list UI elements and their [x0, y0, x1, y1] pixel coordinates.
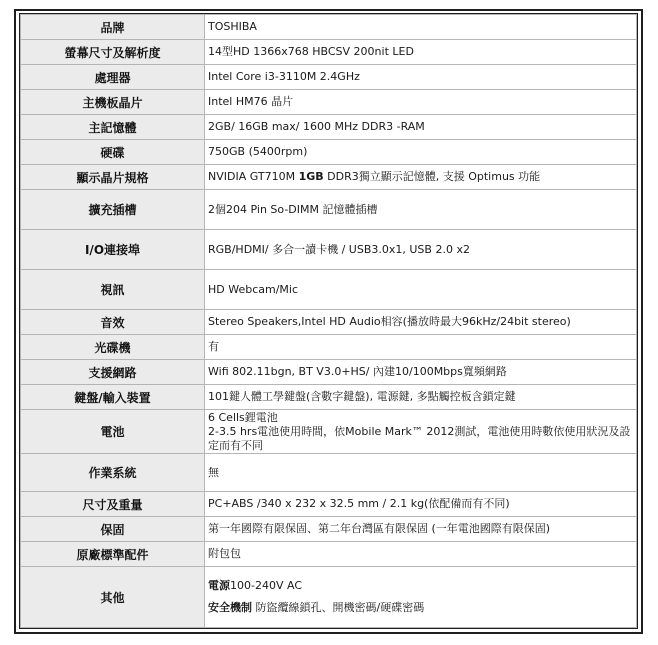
row-value-os: 無: [205, 454, 637, 492]
table-row: [21, 454, 637, 492]
row-value-accessories: 附包包: [205, 542, 637, 567]
table-row: [21, 492, 637, 517]
row-label-battery: 電池: [21, 410, 205, 454]
gpu-text-post: DDR3獨立顯示記憶體, 支援 Optimus 功能: [323, 170, 541, 183]
row-value-warranty: 第一年國際有限保固、第二年台灣區有限保固 (一年電池國際有限保固): [205, 517, 637, 542]
row-value-brand: TOSHIBA: [205, 15, 637, 40]
row-value-battery: [205, 410, 637, 454]
table-row: [21, 310, 637, 335]
row-label-cpu: 處理器: [21, 65, 205, 90]
table-row: [21, 165, 637, 190]
row-label-other: 其他: [21, 567, 205, 628]
row-value-memory: 2GB/ 16GB max/ 1600 MHz DDR3 -RAM: [205, 115, 637, 140]
table-row: [21, 335, 637, 360]
battery-line-2: 2-3.5 hrs電池使用時間，依Mobile Mark™ 2012測試，電池使用時數依使用狀況及設定而有不同: [208, 424, 631, 452]
other-spacer: [208, 593, 636, 601]
row-value-audio: Stereo Speakers,Intel HD Audio相容(播放時最大96kHz/24bit stereo): [205, 310, 637, 335]
row-label-input: 鍵盤/輸入裝置: [21, 385, 205, 410]
table-row: [21, 360, 637, 385]
row-label-audio: 音效: [21, 310, 205, 335]
table-row: [21, 567, 637, 628]
table-row: [21, 90, 637, 115]
row-value-input: 101鍵人體工學鍵盤(含數字鍵盤), 電源鍵, 多點觸控板含鎖定鍵: [205, 385, 637, 410]
row-value-video: HD Webcam/Mic: [205, 270, 637, 310]
table-row: [21, 115, 637, 140]
row-label-optical: 光碟機: [21, 335, 205, 360]
table-row: [21, 270, 637, 310]
row-value-screen: 14型HD 1366x768 HBCSV 200nit LED: [205, 40, 637, 65]
row-value-cpu: Intel Core i3-3110M 2.4GHz: [205, 65, 637, 90]
table-row: [21, 385, 637, 410]
row-label-warranty: 保固: [21, 517, 205, 542]
row-label-io: I/O連接埠: [21, 230, 205, 270]
spec-table: [20, 14, 637, 628]
row-label-memory: 主記憶體: [21, 115, 205, 140]
row-value-dimensions: PC+ABS /340 x 232 x 32.5 mm / 2.1 kg(依配備而有不同): [205, 492, 637, 517]
row-value-network: Wifi 802.11bgn, BT V3.0+HS/ 內建10/100Mbps寬頻網路: [205, 360, 637, 385]
row-value-hdd: 750GB (5400rpm): [205, 140, 637, 165]
power-value: 100-240V AC: [230, 579, 302, 592]
row-label-os: 作業系統: [21, 454, 205, 492]
row-value-chipset: Intel HM76 晶片: [205, 90, 637, 115]
other-security-line: [208, 601, 636, 615]
row-label-gpu: 顯示晶片規格: [21, 165, 205, 190]
row-label-network: 支援網路: [21, 360, 205, 385]
table-row: [21, 542, 637, 567]
table-row: [21, 40, 637, 65]
table-row: [21, 517, 637, 542]
spec-table-frame: [14, 9, 643, 634]
row-value-optical: 有: [205, 335, 637, 360]
gpu-text-pre: NVIDIA GT710M: [208, 170, 299, 183]
security-label: 安全機制: [208, 601, 252, 614]
other-power-line: [208, 579, 636, 593]
table-row: [21, 140, 637, 165]
row-label-slots: 擴充插槽: [21, 190, 205, 230]
row-value-other: [205, 567, 637, 628]
row-label-brand: 品牌: [21, 15, 205, 40]
spec-table-inner: [19, 13, 638, 629]
row-label-screen: 螢幕尺寸及解析度: [21, 40, 205, 65]
table-row: [21, 15, 637, 40]
row-value-io: RGB/HDMI/ 多合一讀卡機 / USB3.0x1, USB 2.0 x2: [205, 230, 637, 270]
row-label-accessories: 原廠標準配件: [21, 542, 205, 567]
row-value-slots: 2個204 Pin So-DIMM 記憶體插槽: [205, 190, 637, 230]
table-row: [21, 190, 637, 230]
gpu-text-vram: 1GB: [298, 170, 324, 183]
security-value: 防盜纜線鎖孔、開機密碼/硬碟密碼: [252, 601, 425, 614]
row-label-hdd: 硬碟: [21, 140, 205, 165]
battery-line-1: 6 Cells鋰電池: [208, 410, 278, 424]
table-row: [21, 230, 637, 270]
row-label-dimensions: 尺寸及重量: [21, 492, 205, 517]
row-label-chipset: 主機板晶片: [21, 90, 205, 115]
power-label: 電源: [208, 579, 230, 592]
table-row: [21, 410, 637, 454]
row-value-gpu: [205, 165, 637, 190]
table-row: [21, 65, 637, 90]
row-label-video: 視訊: [21, 270, 205, 310]
